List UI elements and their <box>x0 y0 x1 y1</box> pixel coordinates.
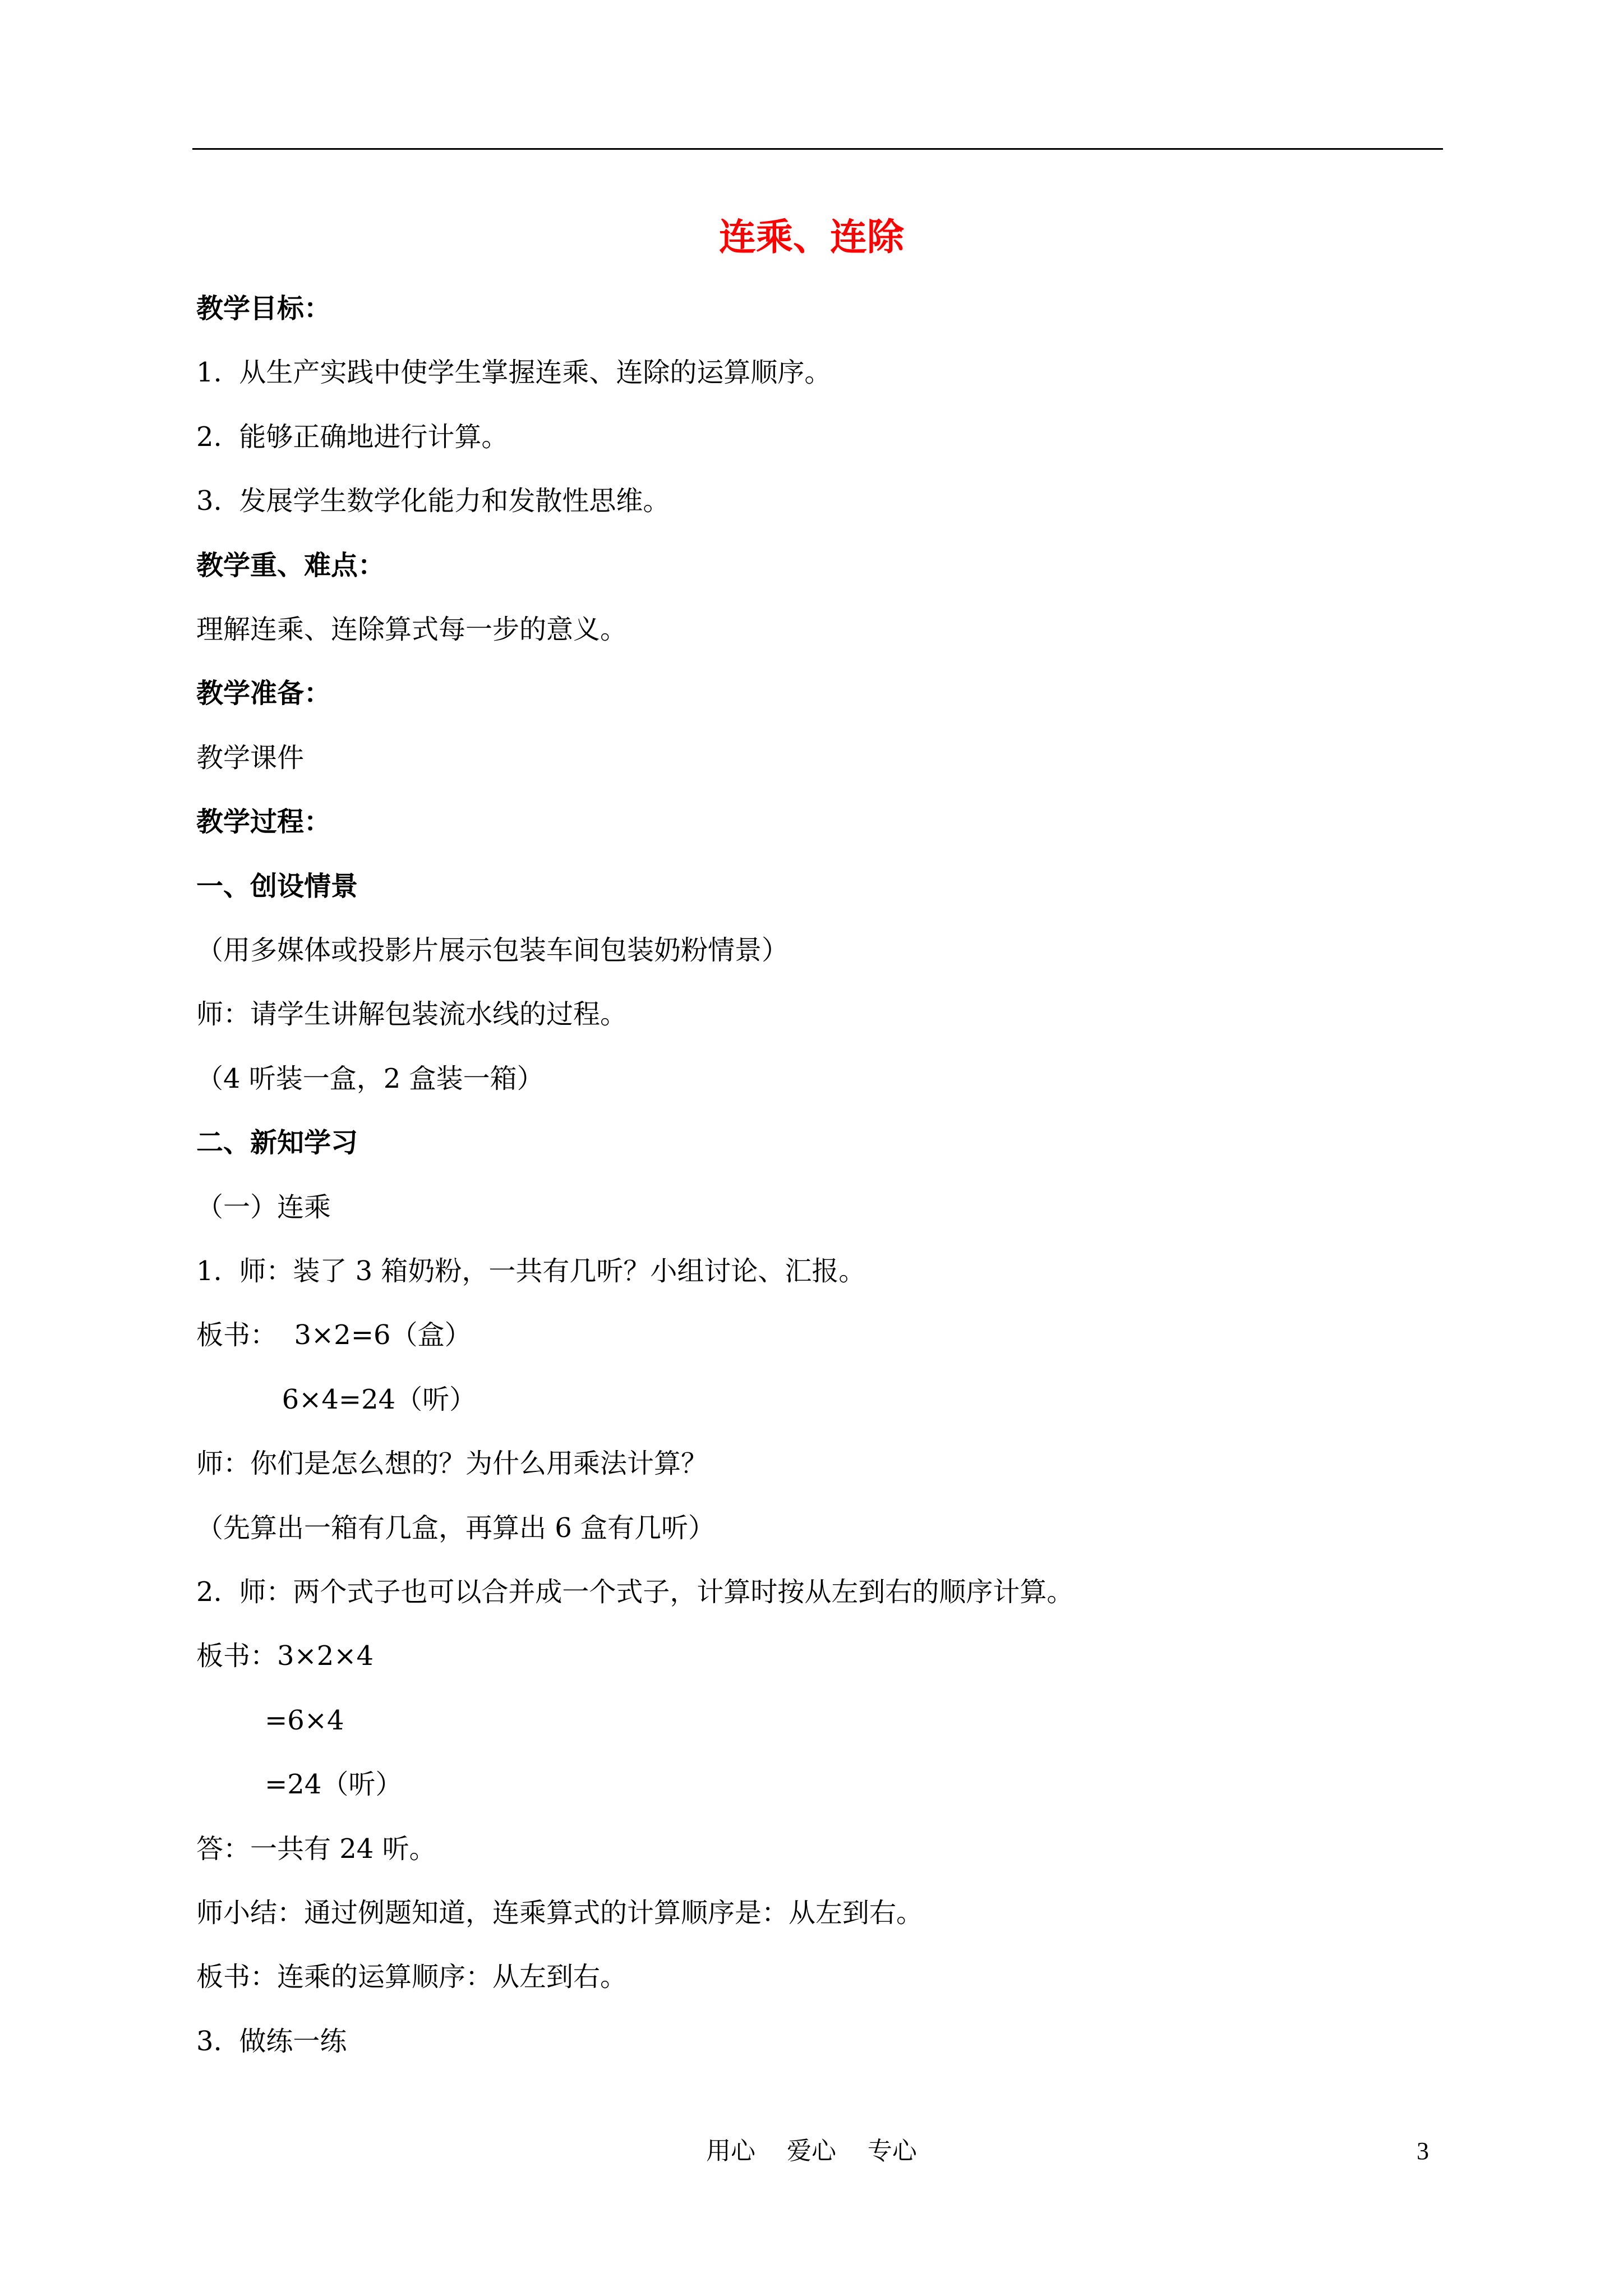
body-line: 3. 做练一练 <box>196 2026 347 2057</box>
body-line: （一）连乘 <box>196 1191 331 1223</box>
body-line: 板书：连乘的运算顺序：从左到右。 <box>196 1961 628 1993</box>
body-line: 2. 能够正确地进行计算。 <box>196 421 509 453</box>
body-line: 板书： 3×2=6（盒） <box>196 1319 472 1351</box>
body-line: =24（听） <box>196 1769 403 1800</box>
body-line: 6×4=24（听） <box>196 1384 477 1415</box>
body-line: 答：一共有 24 听。 <box>196 1833 436 1865</box>
body-line: =6×4 <box>196 1705 344 1736</box>
body-line: 师小结：通过例题知道，连乘算式的计算顺序是：从左到右。 <box>196 1897 924 1929</box>
body-line: 板书：3×2×4 <box>196 1640 374 1672</box>
body-line: 师：你们是怎么想的？为什么用乘法计算？ <box>196 1448 708 1479</box>
body-line: 理解连乘、连除算式每一步的意义。 <box>196 614 628 645</box>
body-line: 1. 从生产实践中使学生掌握连乘、连除的运算顺序。 <box>196 357 832 388</box>
body-line: 教学课件 <box>196 742 305 774</box>
section-heading: 教学重、难点： <box>196 550 385 581</box>
body-line: 师：请学生讲解包装流水线的过程。 <box>196 999 628 1030</box>
footer-slogan: 用心 爱心 专心 <box>706 2137 917 2165</box>
body-line: （先算出一箱有几盒，再算出 6 盒有几听） <box>196 1512 716 1544</box>
body-line: 1. 师：装了 3 箱奶粉，一共有几听？小组讨论、汇报。 <box>196 1255 866 1287</box>
document-title: 连乘、连除 <box>719 215 904 259</box>
section-heading: 一、创设情景 <box>196 871 358 902</box>
section-heading: 二、新知学习 <box>196 1127 358 1158</box>
body-line: （4 听装一盒，2 盒装一箱） <box>196 1063 544 1094</box>
body-line: （用多媒体或投影片展示包装车间包装奶粉情景） <box>196 935 789 966</box>
header-rule <box>192 148 1443 150</box>
section-heading: 教学目标： <box>196 293 331 324</box>
section-heading: 教学准备： <box>196 678 331 709</box>
body-line: 3. 发展学生数学化能力和发散性思维。 <box>196 485 670 517</box>
body-line: 2. 师：两个式子也可以合并成一个式子，计算时按从左到右的顺序计算。 <box>196 1576 1074 1608</box>
page-number: 3 <box>1417 2137 1429 2165</box>
section-heading: 教学过程： <box>196 806 331 838</box>
